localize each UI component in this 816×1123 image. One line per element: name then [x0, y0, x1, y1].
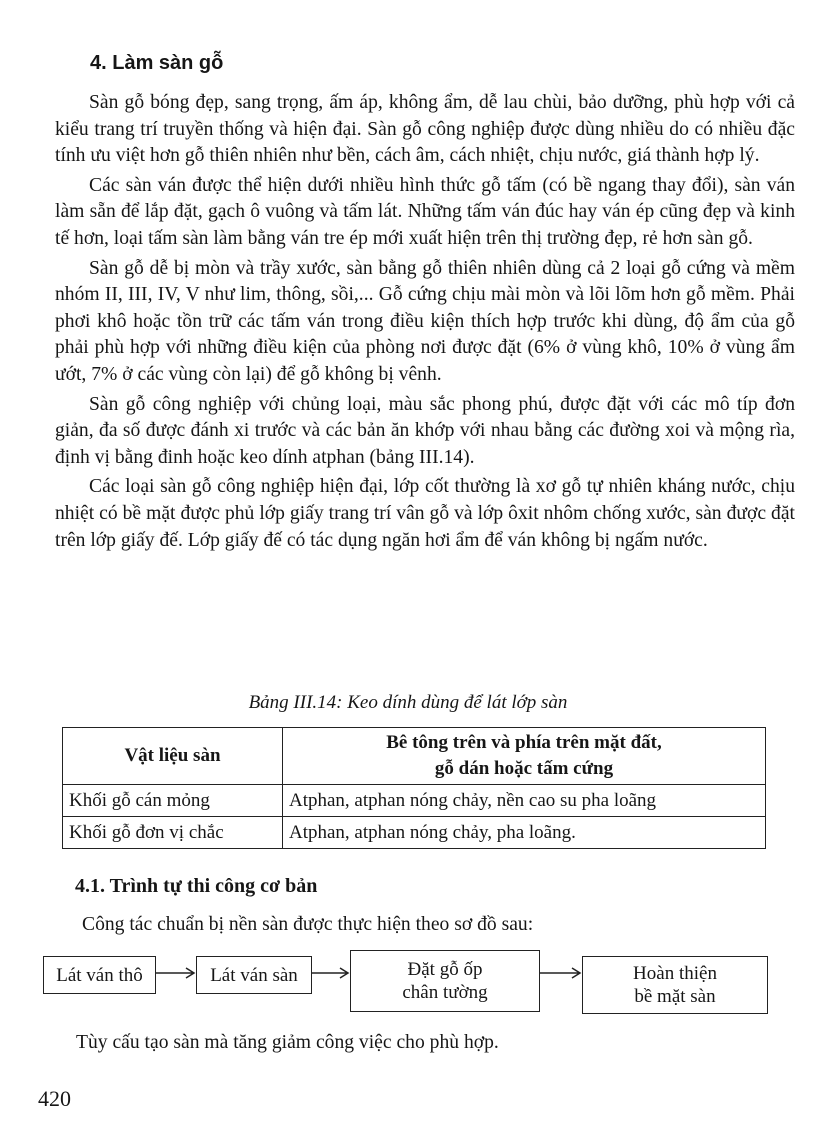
arrow-icon	[540, 968, 580, 978]
table-cell: Khối gỗ đơn vị chắc	[63, 817, 283, 849]
arrow-icon	[312, 968, 348, 978]
table-row	[63, 817, 766, 849]
table-row	[63, 785, 766, 817]
paragraph: Sàn gỗ bóng đẹp, sang trọng, ấm áp, không ẩm, dễ lau chùi, bảo dưỡng, phù hợp với cả kiểu trang trí truyền thống và hiện đại. Sàn gỗ công nghiệp được dùng nhiều do có nhiều đặc tính ưu việt hơn gỗ thiên nhiên như bền, cách âm, cách nhiệt, chịu nước, giá thành hợp lý.	[55, 92, 795, 167]
flow-step-4	[582, 956, 768, 1014]
table-cell: Atphan, atphan nóng chảy, pha loãng.	[283, 817, 766, 849]
intro-text: Công tác chuẩn bị nền sàn được thực hiện theo sơ đồ sau:	[82, 914, 534, 935]
table-caption: Bảng III.14: Keo dính dùng để lát lớp sàn	[248, 692, 568, 713]
body-text	[55, 90, 795, 557]
paragraph: Sàn gỗ công nghiệp với chủng loại, màu sắc phong phú, được đặt với các mô típ đơn giản, đa số được đánh xi trước và các bản ăn khớp với nhau bằng các đường xoi và mộng rìa, định vị bằng đinh hoặc keo dính atphan (bảng III.14).	[55, 393, 795, 468]
flow-step-label: Lát ván sàn	[210, 964, 298, 986]
flow-step-label: Đặt gỗ ốp	[407, 959, 483, 980]
flow-step-label: bề mặt sàn	[634, 986, 716, 1007]
closing-note: Tùy cấu tạo sàn mà tăng giảm công việc cho phù hợp.	[76, 1032, 499, 1053]
table-header-cell	[283, 728, 766, 785]
table-header-cell: Vật liệu sàn	[63, 728, 283, 785]
paragraph: Các sàn ván được thể hiện dưới nhiều hình thức gỗ tấm (có bề ngang thay đổi), sàn ván làm sẵn để lắp đặt, gạch ô vuông và tấm lát. Những tấm ván đúc hay ván ép cũng đẹp và kinh tế hơn, loại tấm sàn làm bằng ván tre ép mới xuất hiện trên thị trường đẹp, rẻ hơn sàn gỗ.	[55, 174, 795, 249]
paragraph: Sàn gỗ dễ bị mòn và trầy xước, sàn bằng gỗ thiên nhiên dùng cả 2 loại gỗ cứng và mềm nhóm II, III, IV, V như lim, thông, sồi,... Gỗ cứng chịu mài mòn và lõi lõm hơn gỗ mềm. Phải phơi khô hoặc tồn trữ các tấm ván trong điều kiện thích hợp trước khi dùng, độ ẩm của gỗ phải phù hợp với những điều kiện của phòng nơi được đặt (6% ở vùng khô, 10% ở vùng ẩm ướt, 7% ở các vùng còn lại) để gỗ không bị vênh.	[55, 257, 795, 385]
flow-step-2	[196, 956, 312, 994]
table-cell: Atphan, atphan nóng chảy, nền cao su pha loãng	[283, 785, 766, 817]
section-title: 4. Làm sàn gỗ	[90, 52, 224, 74]
glue-table	[62, 727, 766, 849]
paragraph: Các loại sàn gỗ công nghiệp hiện đại, lớp cốt thường là xơ gỗ tự nhiên kháng nước, chịu nhiệt có bề mặt được phủ lớp giấy trang trí vân gỗ và lớp ôxit nhôm chống xước, sàn được đặt trên lớp giấy đế. Lớp giấy đế có tác dụng ngăn hơi ẩm để ván không bị ngấm nước.	[55, 476, 795, 551]
flow-step-label: Lát ván thô	[56, 964, 143, 986]
arrow-icon	[156, 968, 194, 978]
header-line: Bê tông trên và phía trên mặt đất,	[386, 732, 662, 753]
table-header-row	[63, 728, 766, 785]
flow-step-1	[43, 956, 156, 994]
header-line: gỗ dán hoặc tấm cứng	[434, 758, 614, 779]
flow-step-label: chân tường	[402, 982, 488, 1003]
flow-step-3	[350, 950, 540, 1012]
flow-diagram	[0, 948, 816, 1018]
table-cell: Khối gỗ cán mỏng	[63, 785, 283, 817]
flow-step-label: Hoàn thiện	[633, 963, 717, 984]
page-number: 420	[38, 1086, 71, 1111]
subsection-title: 4.1. Trình tự thi công cơ bản	[75, 875, 318, 897]
